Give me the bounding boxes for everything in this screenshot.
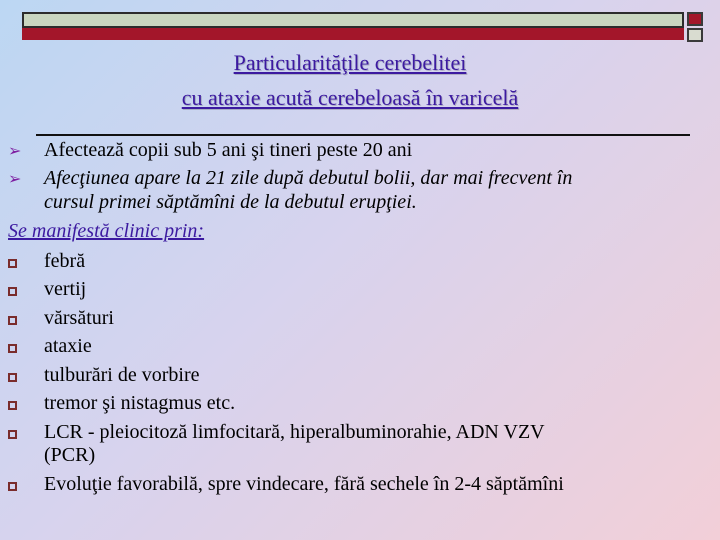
list-item: febră <box>44 250 86 272</box>
list-item: Evoluţie favorabilă, spre vindecare, fără sechele în 2-4 săptămîni <box>44 473 564 495</box>
square-bullet-icon <box>8 482 17 491</box>
square-bullet-icon <box>8 430 17 439</box>
list-item: vertij <box>44 278 87 300</box>
slide-title-line1: Particularităţile cerebelitei <box>233 50 467 75</box>
square-bullet-icon <box>8 316 17 325</box>
list-item: ataxie <box>44 335 92 357</box>
divider-rule <box>36 134 690 136</box>
arrow-bullet-icon: ➢ <box>8 169 22 188</box>
list-item: LCR - pleiocitoză limfocitară, hiperalbuminorahie, ADN VZV <box>44 421 545 443</box>
intro-point-1: Afectează copii sub 5 ani şi tineri peste 20 ani <box>44 139 413 161</box>
square-bullet-icon <box>8 287 17 296</box>
list-item-continuation: (PCR) <box>44 444 96 466</box>
square-bullet-icon <box>8 373 17 382</box>
intro-point-2-line1: Afecţiunea apare la 21 zile după debutul bolii, dar mai frecvent în <box>44 167 573 189</box>
square-bullet-icon <box>8 401 17 410</box>
header-box <box>22 12 684 28</box>
list-item: vărsături <box>44 307 114 329</box>
list-item: tulburări de vorbire <box>44 364 200 386</box>
header-bar <box>22 28 684 40</box>
header-square-grey <box>687 28 703 42</box>
intro-point-2-line2: cursul primei săptămîni de la debutul erupţiei. <box>44 191 417 213</box>
square-bullet-icon <box>8 259 17 268</box>
arrow-bullet-icon: ➢ <box>8 141 22 160</box>
slide-title-line2: cu ataxie acută cerebeloasă în varicelă <box>181 85 519 110</box>
section-heading: Se manifestă clinic prin: <box>8 220 205 242</box>
list-item: tremor şi nistagmus etc. <box>44 392 236 414</box>
square-bullet-icon <box>8 344 17 353</box>
header-square-red <box>687 12 703 26</box>
